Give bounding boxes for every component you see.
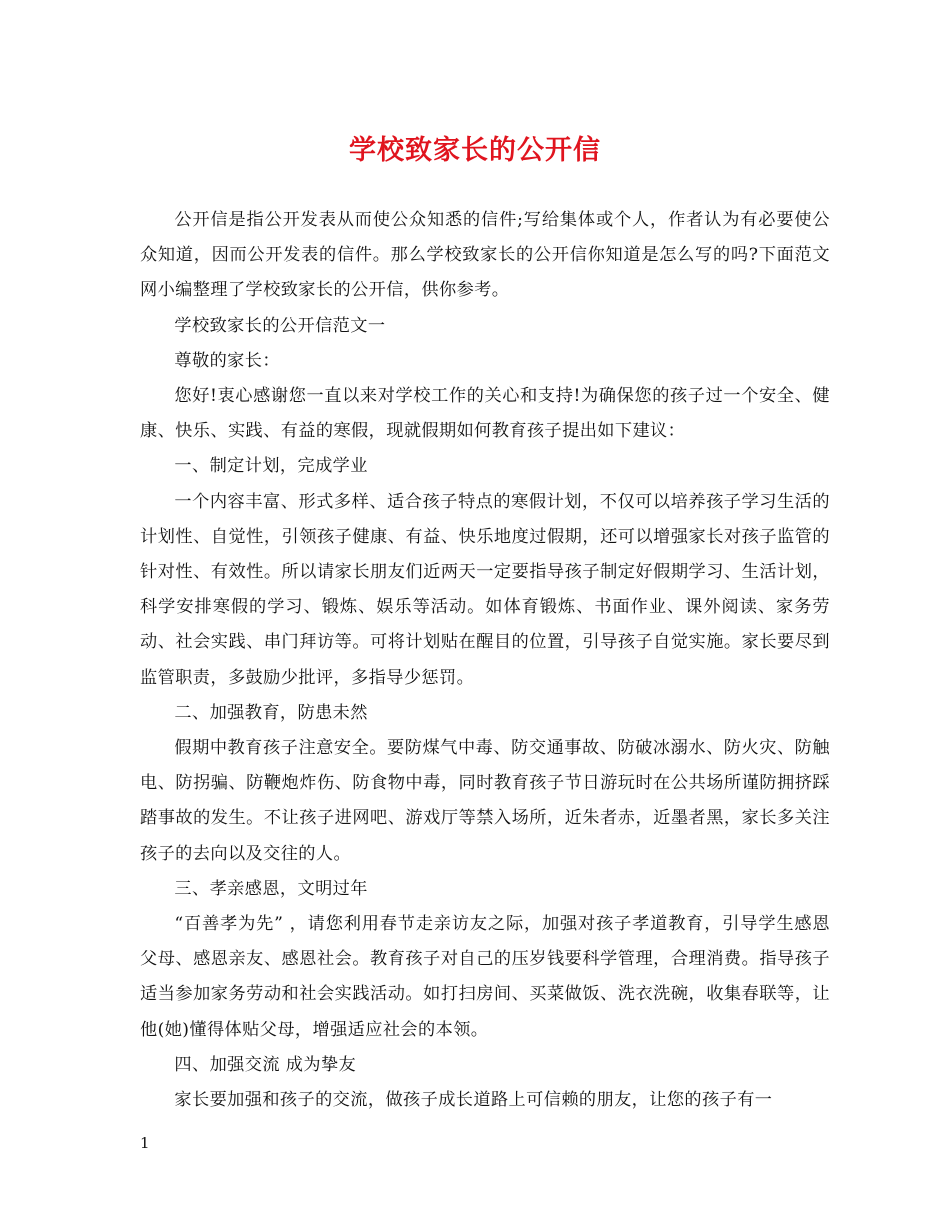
section-heading: 学校致家长的公开信范文一 — [174, 315, 386, 336]
paragraph: 公开信是指公开发表从而使公众知悉的信件;写给集体或个人，作者认为有必要使公众知道，因而公开发表的信件。那么学校致家长的公开信你知道是怎么写的吗?下面范文网小编整理了学校致家长的公开信，供你参考。 — [140, 210, 830, 301]
section-heading: 二、加强教育，防患未然 — [174, 702, 368, 723]
paragraph: 您好!衷心感谢您一直以来对学校工作的关心和支持!为确保您的孩子过一个安全、健康、快乐、实践、有益的寒假，现就假期如何教育孩子提出如下建议： — [140, 386, 830, 442]
document-title: 学校致家长的公开信 — [349, 135, 601, 166]
page-number: 1 — [140, 1134, 150, 1152]
paragraph: 假期中教育孩子注意安全。要防煤气中毒、防交通事故、防破冰溺水、防火灾、防触电、防拐骗、防鞭炮炸伤、防食物中毒，同时教育孩子节日游玩时在公共场所谨防拥挤踩踏事故的发生。不让孩子进网吧、游戏厅等禁入场所，近朱者赤，近墨者黑，家长多关注孩子的去向以及交往的人。 — [140, 738, 830, 864]
section-heading: 三、孝亲感恩，文明过年 — [174, 878, 368, 899]
salutation: 尊敬的家长： — [174, 350, 280, 371]
section-heading: 四、加强交流 成为挚友 — [174, 1054, 357, 1075]
paragraph: “百善孝为先” ，请您利用春节走亲访友之际，加强对孩子孝道教育，引导学生感恩父母、感恩亲友、感恩社会。教育孩子对自己的压岁钱要科学管理，合理消费。指导孩子适当参加家务劳动和社会实践活动。如打扫房间、买菜做饭、洗衣洗碗，收集春联等，让他(她)懂得体贴父母，增强适应社会的本领。 — [140, 914, 830, 1040]
paragraph: 家长要加强和孩子的交流，做孩子成长道路上可信赖的朋友，让您的孩子有一 — [174, 1090, 773, 1111]
paragraph: 一个内容丰富、形式多样、适合孩子特点的寒假计划，不仅可以培养孩子学习生活的计划性、自觉性，引领孩子健康、有益、快乐地度过假期，还可以增强家长对孩子监管的针对性、有效性。所以请家长朋友们近两天一定要指导孩子制定好假期学习、生活计划，科学安排寒假的学习、锻炼、娱乐等活动。如体育锻炼、书面作业、课外阅读、家务劳动、社会实践、串门拜访等。可将计划贴在醒目的位置，引导孩子自觉实施。家长要尽到监管职责，多鼓励少批评，多指导少惩罚。 — [140, 491, 830, 688]
document-body — [140, 203, 830, 1118]
section-heading: 一、制定计划，完成学业 — [174, 456, 368, 477]
